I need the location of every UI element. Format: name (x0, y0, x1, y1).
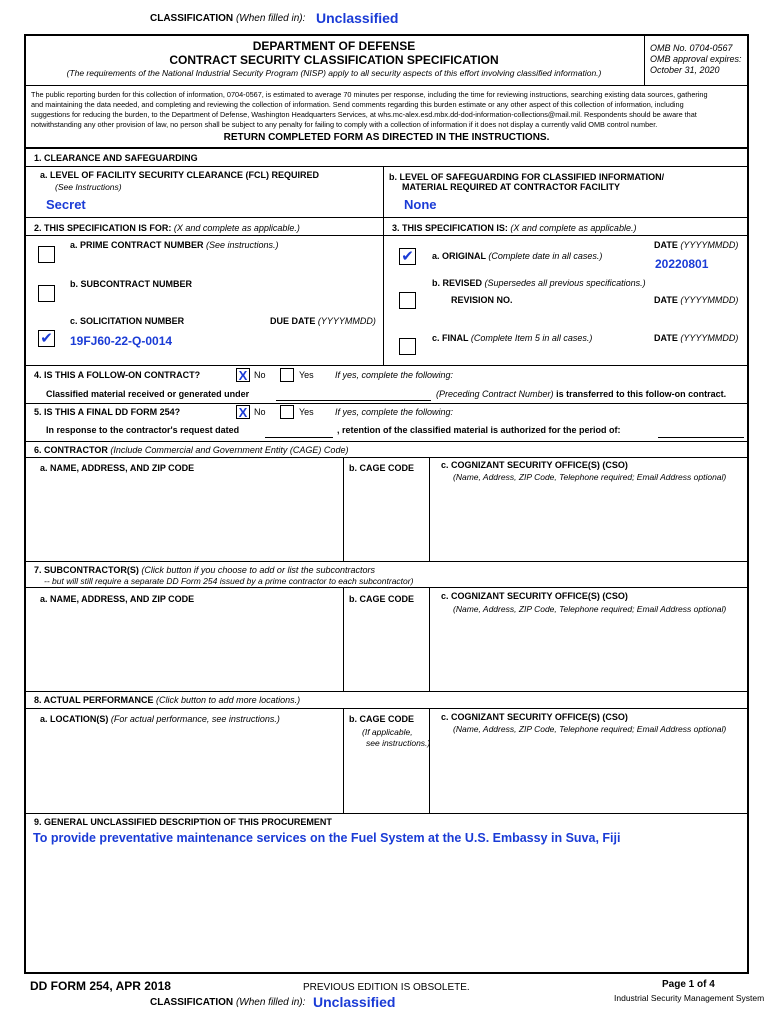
preceding-contract-field[interactable] (276, 400, 431, 401)
s1b-label-1: b. LEVEL OF SAFEGUARDING FOR CLASSIFIED INFORMATION/ (389, 172, 665, 182)
prime-contract-checkbox[interactable] (38, 246, 55, 263)
final-checkbox[interactable] (399, 338, 416, 355)
s7c-hint: (Name, Address, ZIP Code, Telephone required; Email Address optional) (453, 604, 727, 614)
final-dd254-yes-checkbox[interactable] (280, 405, 294, 419)
final-dd254-no-checkbox[interactable]: X (236, 405, 250, 419)
subcontractor-cso-field[interactable] (432, 618, 744, 688)
subcontractor-cage-field[interactable] (346, 608, 426, 688)
s3c-date-label: DATE (YYYYMMDD) (654, 333, 739, 343)
classification-top-label: CLASSIFICATION (When filled in): (150, 13, 306, 24)
classification-top-value[interactable]: Unclassified (316, 10, 399, 26)
final-dd254-no-label: No (254, 407, 266, 417)
final-dd254-yes-label: Yes (299, 407, 314, 417)
section8-title: 8. ACTUAL PERFORMANCE (Click button to add more locations.) (34, 695, 301, 705)
section9-title: 9. GENERAL UNCLASSIFIED DESCRIPTION OF THIS PROCUREMENT (34, 817, 332, 827)
follow-on-no-checkbox[interactable]: X (236, 368, 250, 382)
s8b-label: b. CAGE CODE (349, 714, 415, 724)
section5-title: 5. IS THIS A FINAL DD FORM 254? (34, 407, 181, 417)
retention-label: , retention of the classified material is authorized for the period of: (337, 425, 621, 435)
section2-title: 2. THIS SPECIFICATION IS FOR: (X and complete as applicable.) (34, 223, 300, 233)
section7-title: 7. SUBCONTRACTOR(S) (Click button if you choose to add or list the subcontractors (34, 565, 375, 575)
safeguarding-level-field[interactable]: None (404, 197, 437, 212)
solicitation-number-field[interactable]: 19FJ60-22-Q-0014 (70, 334, 173, 348)
final-dd254-if-yes: If yes, complete the following: (335, 407, 454, 417)
original-checkbox[interactable]: ✔ (399, 248, 416, 265)
s8c-hint: (Name, Address, ZIP Code, Telephone required; Email Address optional) (453, 724, 727, 734)
location-field[interactable] (30, 730, 340, 810)
follow-on-line-label: Classified material received or generated under (46, 389, 250, 399)
subcontract-checkbox[interactable] (38, 285, 55, 302)
omb-expires-date: October 31, 2020 (650, 65, 720, 75)
classification-bottom-label: CLASSIFICATION (When filled in): (150, 997, 306, 1008)
s8a-label: a. LOCATION(S) (For actual performance, see instructions.) (40, 714, 280, 724)
s2b-label: b. SUBCONTRACT NUMBER (70, 279, 192, 289)
s3b-label: b. REVISED (Supersedes all previous specifications.) (432, 278, 646, 288)
s6c-hint: (Name, Address, ZIP Code, Telephone required; Email Address optional) (453, 472, 727, 482)
follow-on-if-yes: If yes, complete the following: (335, 370, 454, 380)
s1a-label: a. LEVEL OF FACILITY SECURITY CLEARANCE (FCL) REQUIRED (40, 170, 320, 180)
retention-period-field[interactable] (658, 437, 744, 438)
section1-title: 1. CLEARANCE AND SAFEGUARDING (34, 153, 198, 163)
s8c-label: c. COGNIZANT SECURITY OFFICE(S) (CSO) (441, 712, 628, 722)
section4-title: 4. IS THIS A FOLLOW-ON CONTRACT? (34, 370, 201, 380)
form-number: DD FORM 254, APR 2018 (30, 979, 171, 993)
s3a-label: a. ORIGINAL (Complete date in all cases.) (432, 251, 603, 261)
follow-on-yes-label: Yes (299, 370, 314, 380)
contractor-cage-field[interactable] (346, 478, 426, 558)
s8b-hint1: (If applicable, (362, 727, 413, 737)
section6-title: 6. CONTRACTOR (Include Commercial and Government Entity (CAGE) Code) (34, 445, 349, 455)
agency-name: DEPARTMENT OF DEFENSE (252, 39, 416, 53)
s3b-date-label: DATE (YYYYMMDD) (654, 295, 739, 305)
s7a-label: a. NAME, ADDRESS, AND ZIP CODE (40, 594, 195, 604)
subcontractor-address-field[interactable] (30, 608, 340, 688)
request-date-field[interactable] (265, 437, 333, 438)
follow-on-no-label: No (254, 370, 266, 380)
solicitation-checkbox[interactable]: ✔ (38, 330, 55, 347)
s6a-label: a. NAME, ADDRESS, AND ZIP CODE (40, 463, 195, 473)
s1a-hint: (See Instructions) (55, 182, 122, 192)
location-cso-field[interactable] (432, 740, 744, 810)
previous-edition-note: PREVIOUS EDITION IS OBSOLETE. (303, 982, 470, 993)
s6c-label: c. COGNIZANT SECURITY OFFICE(S) (CSO) (441, 460, 628, 470)
form-subtitle: (The requirements of the National Industrial Security Program (NISP) apply to all security aspects of this effort involving classified information.) (66, 68, 602, 78)
s7-hint2: -- but will still require a separate DD Form 254 issued by a prime contractor to each subcontractor) (44, 576, 414, 586)
s6b-label: b. CAGE CODE (349, 463, 415, 473)
page-number: Page 1 of 4 (662, 979, 715, 990)
system-name: Industrial Security Management System (614, 993, 765, 1003)
contractor-address-field[interactable] (30, 478, 340, 558)
burden-statement: The public reporting burden for this collection of information, 0704-0567, is estimated to average 70 minutes per response, including the time for reviewing instructions, searching existing data sources, gathering and maintaining the data needed, and completing and reviewing the collection of information. Send comments regarding this burden estimate or any other aspect of this collection of information, including suggestions for reducing the burden, to the Department of Defense, Washington Headquarters Services, at whs.mc-alex.esd.mbx.dd-dod-information-collections@mail.mil. Respondents should be aware that notwithstanding any other provision of law, no person shall be subject to any penalty for failing to comply with a collection of information if it does not display a currently valid OMB control number. (31, 90, 708, 129)
original-date-field[interactable]: 20220801 (655, 257, 709, 271)
classification-bottom-value[interactable]: Unclassified (313, 994, 396, 1010)
contractor-cso-field[interactable] (432, 488, 744, 558)
s2a-label: a. PRIME CONTRACT NUMBER (See instructions.) (70, 240, 279, 250)
s1b-label-2: MATERIAL REQUIRED AT CONTRACTOR FACILITY (402, 182, 620, 192)
s3c-label: c. FINAL (Complete Item 5 in all cases.) (432, 333, 593, 343)
due-date-label: DUE DATE (YYYYMMDD) (270, 316, 376, 326)
s2c-label: c. SOLICITATION NUMBER (70, 316, 185, 326)
form-title: CONTRACT SECURITY CLASSIFICATION SPECIFICATION (169, 53, 499, 67)
section3-title: 3. THIS SPECIFICATION IS: (X and complete as applicable.) (392, 223, 637, 233)
location-cage-field[interactable] (346, 752, 426, 810)
request-dated-label: In response to the contractor's request dated (46, 425, 240, 435)
s3a-date-label: DATE (YYYYMMDD) (654, 240, 739, 250)
s8b-hint2: see instructions.) (366, 738, 431, 748)
follow-on-yes-checkbox[interactable] (280, 368, 294, 382)
omb-expires-label: OMB approval expires: (650, 54, 742, 64)
return-instructions: RETURN COMPLETED FORM AS DIRECTED IN THE INSTRUCTIONS. (223, 132, 550, 143)
s7c-label: c. COGNIZANT SECURITY OFFICE(S) (CSO) (441, 591, 628, 601)
revised-checkbox[interactable] (399, 292, 416, 309)
s7b-label: b. CAGE CODE (349, 594, 415, 604)
omb-number: OMB No. 0704-0567 (650, 43, 733, 53)
revision-no-label: REVISION NO. (451, 295, 513, 305)
procurement-description-field[interactable]: To provide preventative maintenance services on the Fuel System at the U.S. Embassy in Suva, Fiji (33, 831, 621, 845)
fcl-level-field[interactable]: Secret (46, 197, 86, 212)
follow-on-transferred: (Preceding Contract Number) is transferred to this follow-on contract. (436, 389, 727, 399)
